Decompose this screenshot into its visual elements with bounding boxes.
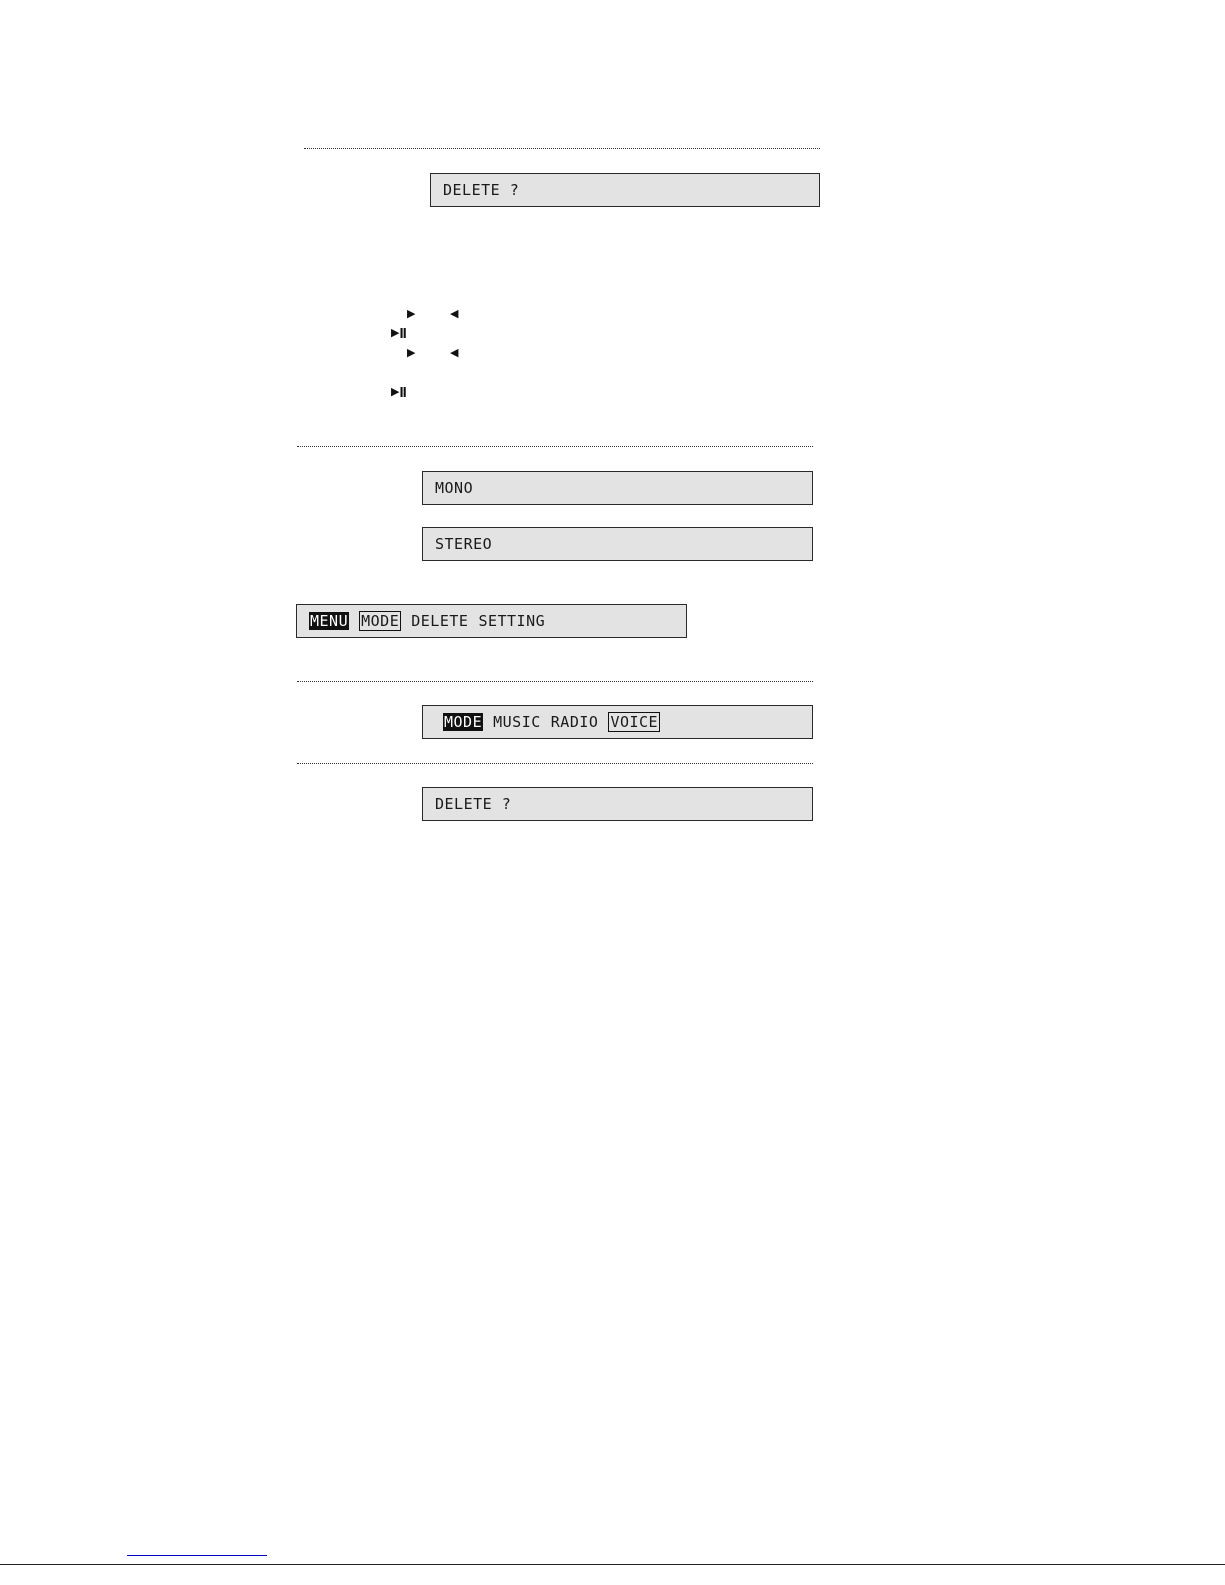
lcd-mode-tag-active: MODE bbox=[444, 713, 483, 731]
lcd-text-delete-top: DELETE ? bbox=[443, 181, 520, 199]
lcd-display-mono bbox=[422, 471, 813, 505]
lcd-text-delete-bottom: DELETE ? bbox=[435, 795, 512, 813]
footer-link-underline[interactable] bbox=[127, 1555, 267, 1556]
play-left-icon: ◀ bbox=[450, 307, 459, 320]
play-right-icon: ▶ bbox=[407, 346, 416, 359]
section-divider-4 bbox=[297, 763, 813, 764]
section-divider-1 bbox=[304, 148, 820, 149]
lcd-voice-tag: VOICE bbox=[610, 713, 659, 731]
lcd-display-delete-bottom bbox=[422, 787, 813, 821]
lcd-radio-label: RADIO bbox=[550, 713, 599, 731]
lcd-delete-label: DELETE bbox=[411, 612, 469, 630]
section-divider-3 bbox=[297, 681, 813, 682]
footer-rule bbox=[0, 1564, 1225, 1565]
play-pause-icon: ▶ǁ bbox=[391, 385, 407, 398]
lcd-text-stereo: STEREO bbox=[435, 535, 493, 553]
section-divider-2 bbox=[297, 446, 813, 447]
lcd-display-stereo bbox=[422, 527, 813, 561]
lcd-display-mode-bar bbox=[422, 705, 813, 739]
lcd-music-label: MUSIC bbox=[493, 713, 541, 731]
play-right-icon: ▶ bbox=[407, 307, 416, 320]
lcd-setting-label: SETTING bbox=[478, 612, 546, 630]
lcd-display-menu-bar bbox=[296, 604, 687, 638]
play-pause-icon: ▶ǁ bbox=[391, 326, 407, 339]
lcd-display-delete-top bbox=[430, 173, 820, 207]
lcd-text-mono: MONO bbox=[435, 479, 474, 497]
play-left-icon: ◀ bbox=[450, 346, 459, 359]
lcd-mode-tag: MODE bbox=[361, 612, 400, 630]
lcd-menu-tag: MENU bbox=[310, 612, 349, 630]
